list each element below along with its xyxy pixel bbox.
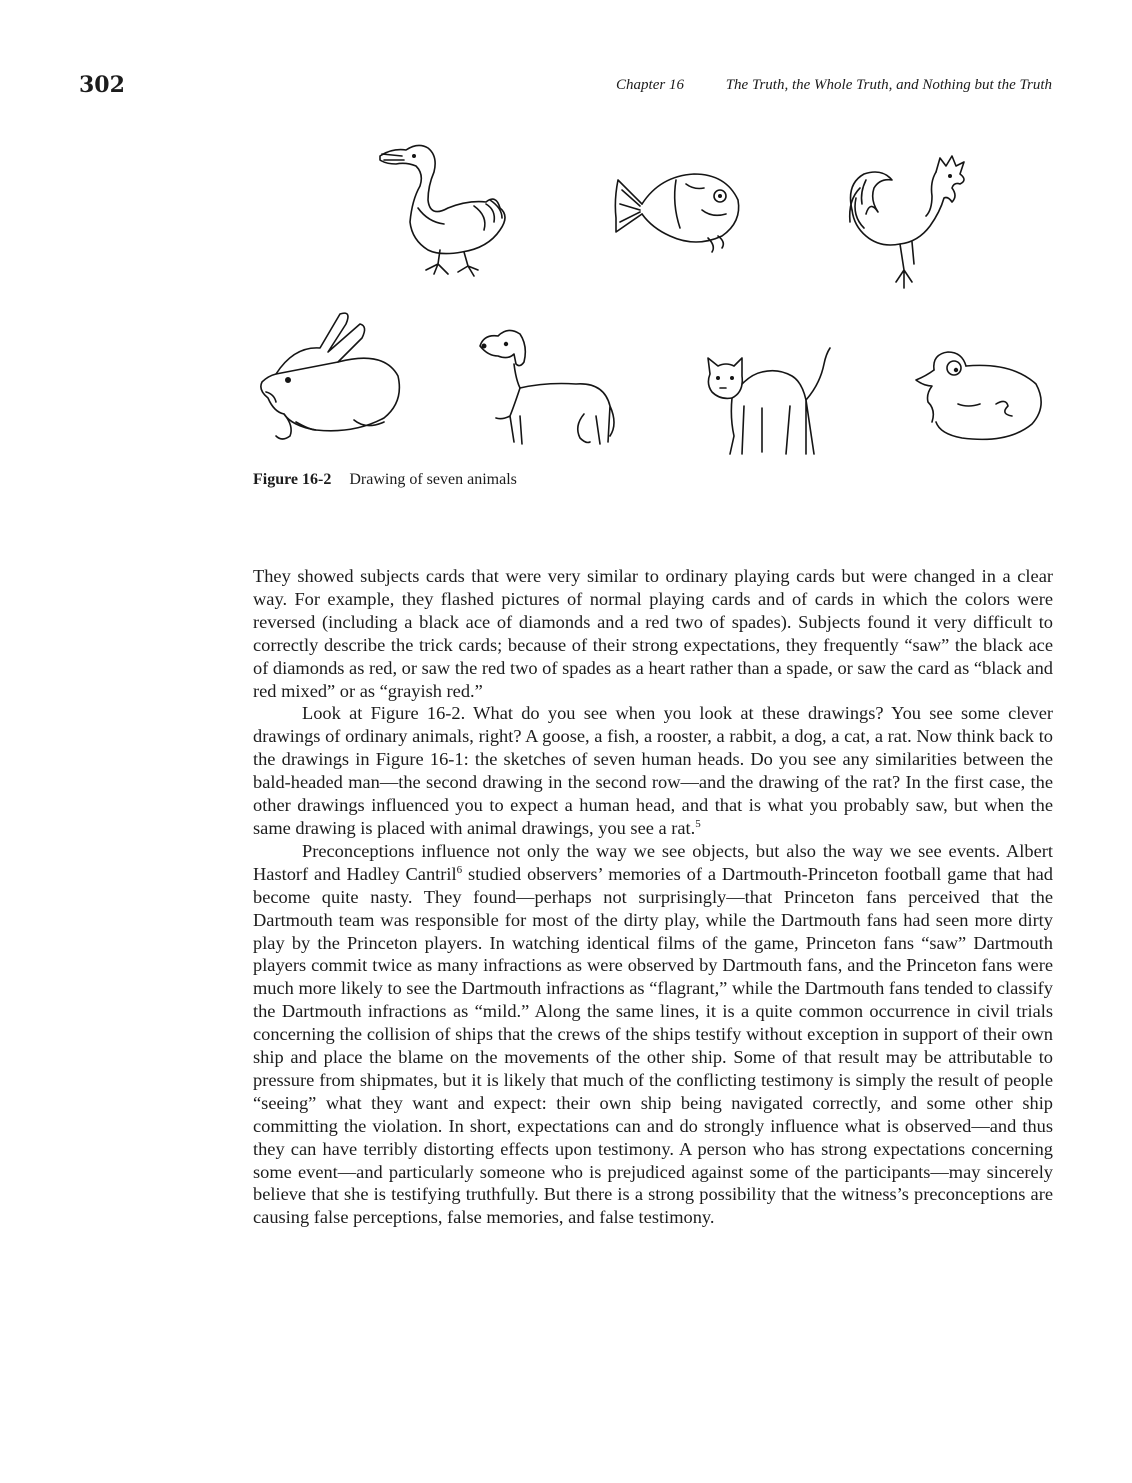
cat-drawing <box>702 344 832 460</box>
footnote-ref-6: 6 <box>456 863 463 876</box>
rabbit-drawing <box>254 310 404 446</box>
rat-drawing <box>912 344 1044 444</box>
figure-animals <box>250 130 1060 460</box>
paragraph-3-text-b: studied observers’ memories of a Dartmouth-Princeton football game that had become quite nasty. They found—perhaps not surprisingly—that Princeton fans perceived that the Dartmouth team was responsible for most of the dirty play, while the Dartmouth fans had seen more dirty play by the Princeton players. In watching identical films of the game, Princeton fans “saw” Dartmouth players commit twice as many infractions as were observed by Dartmouth fans, and the Princeton fans were much more likely to see the Dartmouth infractions as “flagrant,” while the Dartmouth fans tended to classify the Dartmouth infractions as “mild.” Along the same lines, it is a quite common occurrence in civil trials concerning the collision of ships that the crews of the ships testify without exception in support of their own ship and place the blame on the movements of the other ship. Some of that result may be attributable to pressure from shipmates, but it is likely that much of the conflicting testimony is simply the result of people “seeing” what they want and expect: their own ship being navigated correctly, and some other ship committing the violation. In short, expectations can and do strongly influence what is observed—and thus they can have terribly distorting effects upon testimony. A person who has strong expectations concerning some event—and particularly someone who is prejudiced against some of the participants—may sincerely believe that she is testifying truthfully. But there is a strong possibility that the witness’s preconceptions are causing false perceptions, false memories, and false testimony. <box>253 863 1054 1228</box>
rooster-drawing <box>840 152 975 292</box>
dog-drawing <box>476 326 621 456</box>
paragraph-1: They showed subjects cards that were very similar to ordinary playing cards but were changed in a clear way. For example, they flashed pictures of normal playing cards and of cards in which the colors were reversed (including a black ace of diamonds and a red two of spades). Subjects found it very difficult to correctly describe the trick cards; because of their strong expectations, they frequently “saw” the black ace of diamonds as red, or saw the red two of spades as a heart rather than a spade, or saw the card as “black and red mixed” or as “grayish red.” <box>253 566 1053 701</box>
figure-caption-text: Drawing of seven animals <box>349 471 517 488</box>
footnote-ref-5: 5 <box>695 817 701 830</box>
paragraph-3 <box>253 840 1053 1229</box>
chapter-label: Chapter 16 <box>616 77 684 93</box>
paragraph-2-text: Look at Figure 16-2. What do you see when you look at these drawings? You see some clever drawings of ordinary animals, right? A goose, a fish, a rooster, a rabbit, a dog, a cat, a rat. Now think back to the drawings in Figure 16-1: the sketches of seven human heads. Do you see any similarities between the bald-headed man—the second drawing in the second row—and the drawing of the rat? In the first case, the other drawings influenced you to expect a human head, and that is what you probably saw, but when the same drawing is placed with animal drawings, you see a rat. <box>253 703 1053 838</box>
goose-drawing <box>378 138 518 278</box>
running-head <box>616 77 1052 94</box>
fish-drawing <box>612 166 744 252</box>
paragraph-2 <box>253 702 1053 839</box>
paragraph-3-text-a: Preconceptions influence not only the way we see objects, but also the way we see events. Albert Hastorf and Hadley Cantril <box>253 840 1053 884</box>
figure-label: Figure 16-2 <box>253 471 332 488</box>
figure-caption <box>253 471 517 489</box>
body-text <box>253 565 1053 1229</box>
page-number: 302 <box>79 72 125 98</box>
chapter-title: The Truth, the Whole Truth, and Nothing but the Truth <box>725 77 1052 93</box>
